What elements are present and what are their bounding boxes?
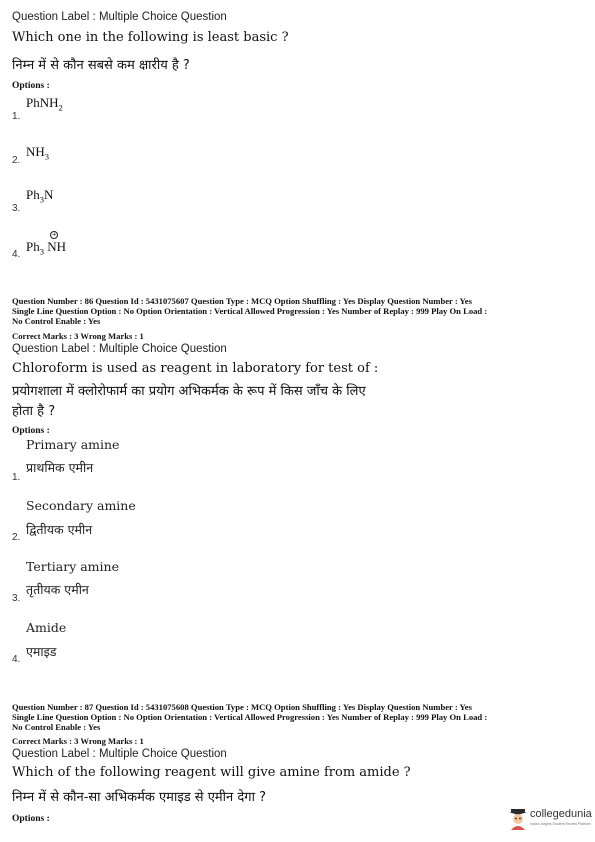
question-label: Question Label : Multiple Choice Question [12,11,227,23]
options-heading: Options : [12,81,50,91]
option-formula[interactable]: PhNH$_2$ [26,95,63,113]
question-text-en: Which of the following reagent will give amine from amide ? [12,765,411,780]
options-heading: Options : [12,426,50,436]
question-text-hi: होता है ? [12,404,56,419]
option-number: 2. [12,532,21,543]
question-meta-line: Single Line Question Option : No Option Orientation : Vertical Allowed Progression : Yes Number of Replay : 999 Play On Load : [12,712,488,722]
option-text-en[interactable]: Primary amine [26,437,120,452]
option-number: 2. [12,155,21,166]
question-meta-line: Question Number : 87 Question Id : 5431075608 Question Type : MCQ Option Shuffling : Yes Display Question Number : Yes [12,702,472,712]
question-meta-line: Single Line Question Option : No Option Orientation : Vertical Allowed Progression : Yes Number of Replay : 999 Play On Load : [12,306,488,316]
option-text-en[interactable]: Amide [26,620,67,635]
option-formula[interactable]: $Ph_3$ + NH [26,230,67,257]
option-number: 1. [12,472,21,483]
question-marks: Correct Marks : 3 Wrong Marks : 1 [12,736,144,746]
question-label: Question Label : Multiple Choice Question [12,748,227,760]
option-number: 3. [12,203,21,214]
question-meta-line: No Control Enable : Yes [12,722,101,732]
option-text-hi[interactable]: तृतीयक एमीन [26,582,89,597]
option-text-hi[interactable]: प्राथमिक एमीन [26,460,94,475]
logo-tagline: India's largest Student Review Platform [530,822,591,826]
positive-charge-icon: + [51,230,57,239]
question-text-en: Chloroform is used as reagent in laboratory for test of : [12,361,379,376]
option-number: 4. [12,654,21,665]
collegedunia-logo [508,806,592,832]
question-marks: Correct Marks : 3 Wrong Marks : 1 [12,331,144,341]
option-formula[interactable]: $Ph_3N$ [26,187,54,205]
option-text-hi[interactable]: द्वितीयक एमीन [26,522,93,537]
ammonium-group: + NH [47,230,67,254]
option-formula[interactable]: $NH_3$ [26,144,50,162]
options-heading: Options : [12,814,50,824]
option-text-en[interactable]: Secondary amine [26,498,136,513]
question-label: Question Label : Multiple Choice Question [12,343,227,355]
option-text-en[interactable]: Tertiary amine [26,559,119,574]
question-text-hi: प्रयोगशाला में क्लोरोफार्म का प्रयोग अभिकर्मक के रूप में किस जाँच के लिए [12,384,366,399]
mascot-icon [508,808,528,830]
question-text-hi: निम्न में से कौन सबसे कम क्षारीय है ? [12,58,190,73]
option-number: 4. [12,249,21,260]
question-text-en: Which one in the following is least basic ? [12,30,289,45]
option-number: 3. [12,593,21,604]
logo-wordmark: collegedunia [530,808,592,820]
option-number: 1. [12,111,21,122]
option-text-hi[interactable]: एमाइड [26,644,57,659]
question-text-hi: निम्न में से कौन-सा अभिकर्मक एमाइड से एमीन देगा ? [12,790,267,805]
question-meta-line: No Control Enable : Yes [12,316,101,326]
question-meta-line: Question Number : 86 Question Id : 5431075607 Question Type : MCQ Option Shuffling : Yes Display Question Number : Yes [12,296,472,306]
